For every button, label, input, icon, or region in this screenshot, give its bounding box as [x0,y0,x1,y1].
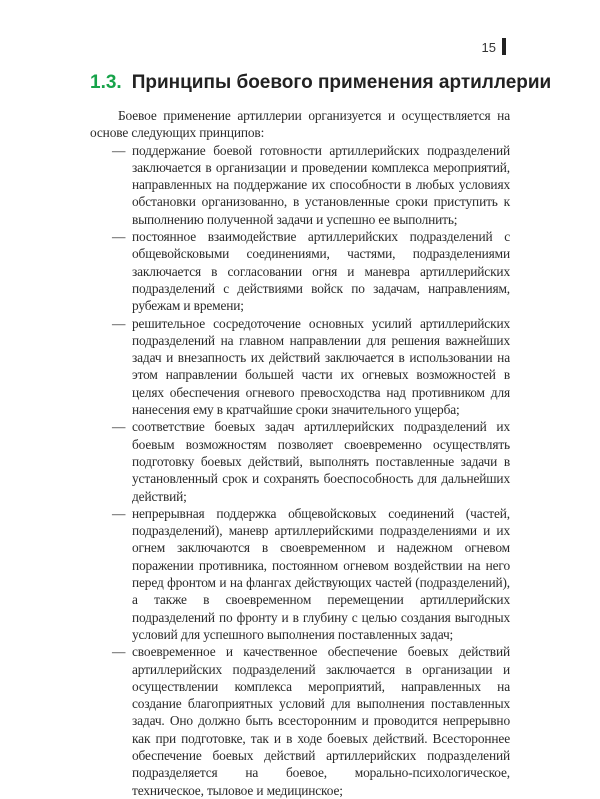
list-item-text: соответствие боевых задач артиллерийских подразделений их боевым возможностям позволяет своевременно осуществлять подготовку боевых действий, выполнять поставленные задачи в установленный срок и сохранять боеспособность для дальнейших действий; [132,419,510,504]
list-item-text: непрерывная поддержка общевойсковых соединений (частей, подразделений), маневр артиллерийскими подразделениями и их огнем заключаются в своевременном и надежном огневом поражении противника, постоянном огневом воздействии на него перед фронтом и на флангах действующих частей (подразделений), а также в своевременном перемещении артиллерийских подразделений по фронту и в глубину с целью создания выгодных условий для успешного выполнения поставленных задач; [132,505,510,642]
list-item-text: поддержание боевой готовности артиллерийских подразделений заключается в организации и проведении комплекса мероприятий, направленных на поддержание их способности в любых условиях обстановки организованно, в установленные сроки приступить к выполнению полученной задачи и успешно ее выполнить; [132,142,510,227]
section-heading [90,72,551,94]
bullet-dash: — [112,315,126,331]
section-title: Принципы боевого применения артиллерии [131,72,552,93]
list-item [90,315,510,419]
list-item [90,418,510,504]
section-number: 1.3. [90,72,122,93]
intro-paragraph: Боевое применение артиллерии организуется и осуществляется на основе следующих принципов: [90,108,510,141]
bullet-dash: — [112,419,126,435]
list-item-text: постоянное взаимодействие артиллерийских подразделений с общевойсковыми соединениями, частями, подразделениями заключается в согласовании огня и маневра артиллерийских подразделений с действиями войск по задачам, направлениям, рубежам и времени; [132,229,510,314]
list-item [90,142,510,228]
principles-list [90,142,510,799]
bullet-dash: — [112,229,126,245]
page-number-bar [502,38,506,55]
section-body [90,107,510,799]
list-item [90,228,510,314]
list-item [90,643,510,799]
page-number: 15 [481,40,496,55]
bullet-dash: — [112,644,126,660]
bullet-dash: — [112,142,126,158]
list-item-text: своевременное и качественное обеспечение боевых действий артиллерийских подразделений заключается в организации и осуществлении комплекса мероприятий, направленных на создание благоприятных условий для выполнения поставленных задач. Оно должно быть всесторонним и проводится непрерывно как при подготовке, так и в ходе боевых действий. Всестороннее обеспечение боевых действий артиллерийских подразделений подразделяется на боевое, морально-психологическое, техническое, тыловое и медицинское; [132,644,510,798]
list-item-text: решительное сосредоточение основных усилий артиллерийских подразделений на главном направлении для решения важнейших задач и внезапность их действий заключается в использовании на этом направлении большей части их огневых возможностей в целях обеспечения огневого превосходства над противником для нанесения ему в кратчайшие сроки значительного ущерба; [132,315,510,418]
list-item [90,505,510,643]
bullet-dash: — [112,505,126,521]
